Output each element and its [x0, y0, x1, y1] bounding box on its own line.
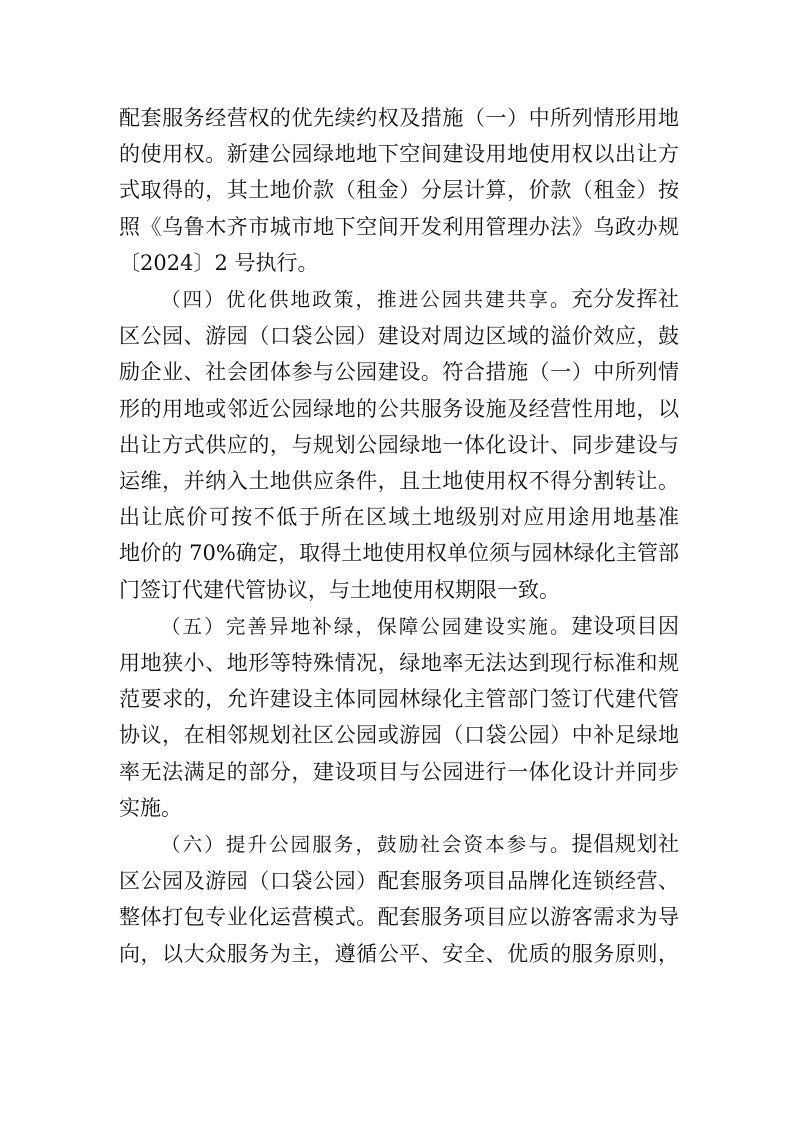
- text-line: 形的用地或邻近公园绿地的公共服务设施及经营性用地，以: [119, 396, 679, 421]
- text-line: 整体打包专业化运营模式。配套服务项目应以游客需求为导: [119, 905, 679, 930]
- paragraph-section-five: [119, 608, 679, 826]
- text-line: 地价的 70%确定，取得土地使用权单位须与园林绿化主管部: [119, 541, 679, 566]
- paragraph-section-six: [119, 826, 679, 972]
- text-segment: 建设项目因: [571, 613, 679, 638]
- text-line: 区公园及游园（口袋公园）配套服务项目品牌化连锁经营、: [119, 869, 679, 894]
- text-line: 区公园、游园（口袋公园）建设对周边区域的溢价效应，鼓: [119, 324, 679, 349]
- text-line: 用地狭小、地形等特殊情况，绿地率无法达到现行标准和规: [119, 651, 679, 676]
- section-heading-four: （四）优化供地政策，推进公园共建共享。: [161, 288, 572, 312]
- text-line: 范要求的，允许建设主体同园林绿化主管部门签订代建代管: [119, 687, 679, 712]
- text-segment: 充分发挥社: [571, 287, 679, 312]
- text-segment: 提倡规划社: [571, 832, 679, 857]
- text-line: 式取得的，其土地价款（租金）分层计算，价款（租金）按: [119, 178, 679, 203]
- text-line-first: [119, 826, 679, 863]
- text-line-first: [119, 281, 679, 318]
- text-line: 实施。: [119, 795, 182, 820]
- text-line: 向，以大众服务为主，遵循公平、安全、优质的服务原则，: [119, 941, 679, 966]
- text-line: 协议，在相邻规划社区公园或游园（口袋公园）中补足绿地: [119, 723, 679, 748]
- text-line: 〔2024〕2 号执行。: [119, 250, 319, 275]
- text-line: 出让方式供应的，与规划公园绿地一体化设计、同步建设与: [119, 432, 679, 457]
- text-line: 出让底价可按不低于所在区域土地级别对应用途用地基准: [119, 505, 679, 530]
- paragraph-section-four: [119, 281, 679, 608]
- text-line: 照《乌鲁木齐市城市地下空间开发利用管理办法》乌政办规: [119, 214, 679, 239]
- document-body: [119, 100, 679, 972]
- text-line: 的使用权。新建公园绿地地下空间建设用地使用权以出让方: [119, 142, 679, 167]
- text-line: 门签订代建代管协议，与土地使用权期限一致。: [119, 577, 560, 602]
- text-line-first: [119, 608, 679, 645]
- text-line: 运维，并纳入土地供应条件，且土地使用权不得分割转让。: [119, 469, 679, 494]
- paragraph-continuation: [119, 100, 679, 281]
- section-heading-six: （六）提升公园服务，鼓励社会资本参与。: [161, 833, 572, 857]
- section-heading-five: （五）完善异地补绿，保障公园建设实施。: [161, 614, 572, 638]
- text-line: 励企业、社会团体参与公园建设。符合措施（一）中所列情: [119, 360, 679, 385]
- text-line: 配套服务经营权的优先续约权及措施（一）中所列情形用地: [119, 106, 679, 130]
- text-line: 率无法满足的部分，建设项目与公园进行一体化设计并同步: [119, 759, 679, 784]
